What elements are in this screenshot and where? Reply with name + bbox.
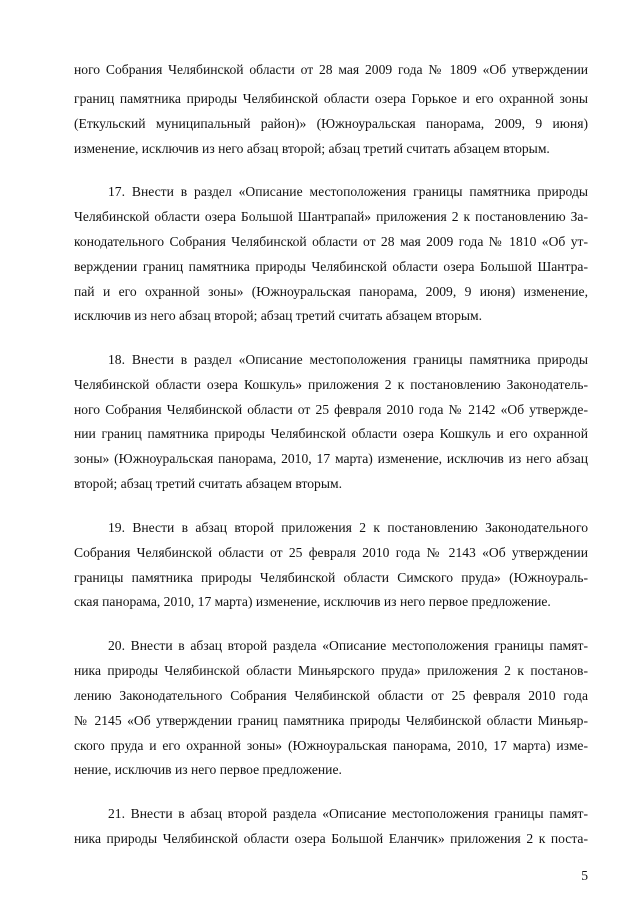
paragraph-line: (Еткульский муниципальный район)» (Южноуральская панорама, 2009, 9 июня) (74, 116, 588, 131)
paragraph-line: границ памятника природы Челябинской области озера Горькое и его охранной зоны (74, 91, 588, 106)
paragraph-line: № 2145 «Об утверждении границ памятника природы Челябинской области Миньяр- (74, 713, 588, 728)
paragraph-line: верждении границ памятника природы Челябинской области озера Большой Шантра- (74, 259, 588, 274)
paragraph-line: исключив из него абзац второй; абзац третий считать абзацем вторым. (74, 308, 483, 323)
paragraph-line: ного Собрания Челябинской области от 28 мая 2009 года № 1809 «Об утверждении (74, 62, 588, 77)
page-number: 5 (581, 868, 588, 883)
paragraph-line: нение, исключив из него первое предложение. (74, 762, 342, 777)
paragraph-line: ника природы Челябинской области озера Большой Еланчик» приложения 2 к поста- (74, 831, 588, 846)
paragraph-line: ника природы Челябинской области Миньярского пруда» приложения 2 к постанов- (74, 663, 588, 678)
paragraph-line: 18. Внести в раздел «Описание местоположения границы памятника природы (108, 352, 588, 367)
paragraph-line: Челябинской области озера Большой Шантрапай» приложения 2 к постановлению За- (74, 209, 588, 224)
paragraph-line: 17. Внести в раздел «Описание местоположения границы памятника природы (108, 184, 588, 199)
paragraph-line: ского пруда и его охранной зоны» (Южноуральская панорама, 2010, 17 марта) изме- (74, 738, 588, 753)
paragraph-line: 20. Внести в абзац второй раздела «Описание местоположения границы памят- (108, 638, 588, 653)
paragraph-line: 21. Внести в абзац второй раздела «Описание местоположения границы памят- (108, 806, 588, 821)
paragraph-line: нии границ памятника природы Челябинской области озера Кошкуль и его охранной (74, 426, 588, 441)
paragraph-line: границы памятника природы Челябинской области Симского пруда» (Южноураль- (74, 570, 588, 585)
paragraph-line: зоны» (Южноуральская панорама, 2010, 17 марта) изменение, исключив из него абзац (74, 451, 588, 466)
paragraph-line: изменение, исключив из него абзац второй; абзац третий считать абзацем вторым. (74, 141, 550, 156)
paragraph-line: лению Законодательного Собрания Челябинской области от 25 февраля 2010 года (74, 688, 588, 703)
paragraph-line: второй; абзац третий считать абзацем вторым. (74, 476, 342, 491)
paragraph-line: ного Собрания Челябинской области от 25 февраля 2010 года № 2142 «Об утвержде- (74, 402, 588, 417)
paragraph-line: ская панорама, 2010, 17 марта) изменение, исключив из него первое предложение. (74, 594, 551, 609)
paragraph-line: Собрания Челябинской области от 25 февраля 2010 года № 2143 «Об утверждении (74, 545, 588, 560)
paragraph-line: Челябинской области озера Кошкуль» приложения 2 к постановлению Законодатель- (74, 377, 588, 392)
paragraph-line: конодательного Собрания Челябинской области от 28 мая 2009 года № 1810 «Об ут- (74, 234, 588, 249)
paragraph-line: пай и его охранной зоны» (Южноуральская панорама, 2009, 9 июня) изменение, (74, 284, 588, 299)
paragraph-line: 19. Внести в абзац второй приложения 2 к постановлению Законодательного (108, 520, 588, 535)
